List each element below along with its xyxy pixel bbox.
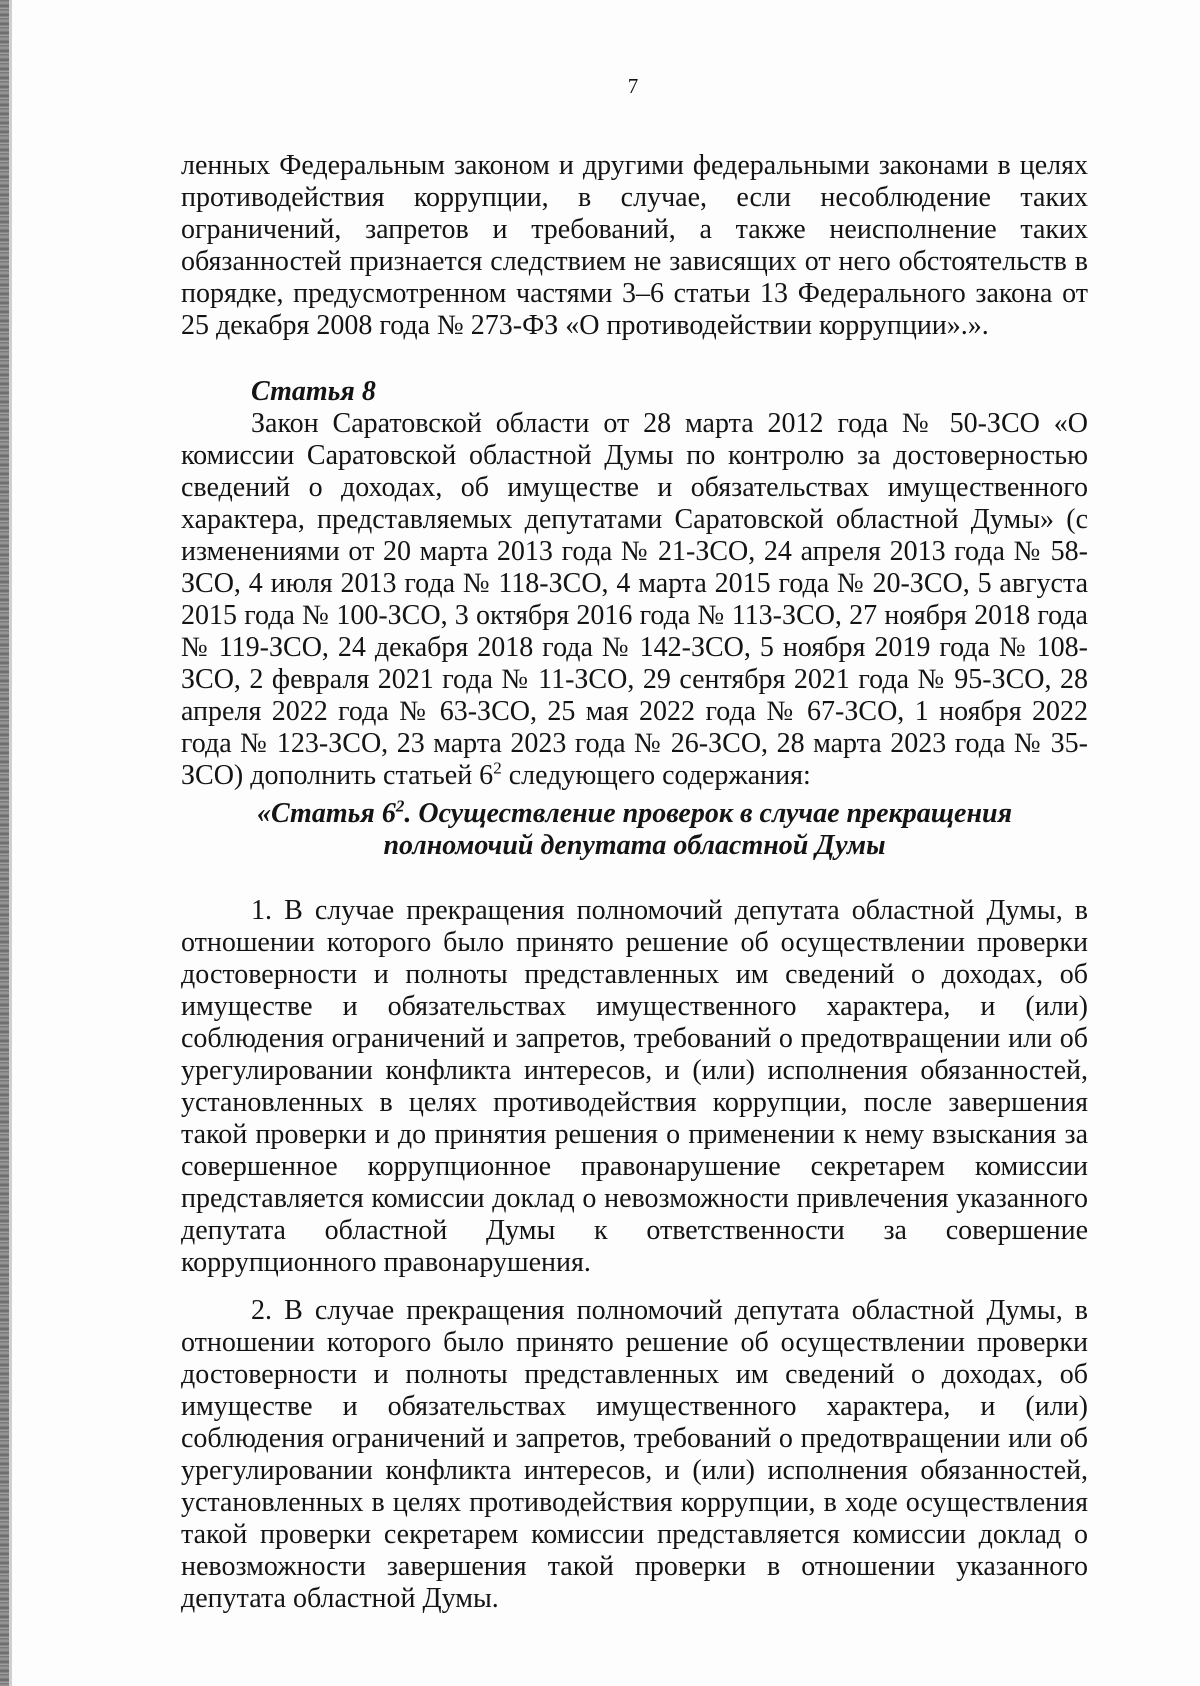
- new-article-title-rest: . Осуществление проверок в случае прекращения полномочий депутата областной Думы: [383, 798, 1013, 861]
- new-article-title-prefix: «Статья 6: [256, 798, 396, 829]
- page-number: 7: [627, 74, 639, 98]
- paragraph-2: 2. В случае прекращения полномочий депутата областной Думы, в отношении которого было принято решение об осуществлении проверки достоверности и полноты представленных им сведений о доходах, об имуществе и обязательствах имущественного характера, и (или) соблюдения ограничений и запретов, требований о предотвращении или об урегулировании конфликта интересов, и (или) исполнения обязанностей, установленных в целях противодействия коррупции, в ходе осуществления такой проверки секретарем комиссии представляется комиссии доклад о невозможности завершения такой проверки в отношении указанного депутата областной Думы.: [181, 1295, 1088, 1614]
- scan-edge-shadow: [9, 0, 12, 1686]
- article-text: [181, 408, 1088, 792]
- new-article-title: [181, 798, 1088, 862]
- scan-edge: [0, 0, 9, 1686]
- paragraph-1: 1. В случае прекращения полномочий депутата областной Думы, в отношении которого было принято решение об осуществлении проверки достоверности и полноты представленных им сведений о доходах, об имуществе и обязательствах имущественного характера, и (или) соблюдения ограничений и запретов, требований о предотвращении или об урегулировании конфликта интересов, и (или) исполнения обязанностей, установленных в целях противодействия коррупции, после завершения такой проверки и до принятия решения о применении к нему взыскания за совершенное коррупционное правонарушение секретарем комиссии представляется комиссии доклад о невозможности привлечения указанного депутата областной Думы к ответственности за совершение коррупционного правонарушения.: [181, 895, 1088, 1278]
- intro-paragraph: ленных Федеральным законом и другими федеральными законами в целях противодействия коррупции, в случае, если несоблюдение таких ограничений, запретов и требований, а также неисполнение таких обязанностей признается следствием не зависящих от него обстоятельств в порядке, предусмотренном частями 3–6 статьи 13 Федерального закона от 25 декабря 2008 года № 273-ФЗ «О противодействии коррупции».».: [181, 150, 1088, 341]
- article-text-main: Закон Саратовской области от 28 марта 2012 года № 50-ЗСО «О комиссии Саратовской областной Думы по контролю за достоверностью сведений о доходах, об имуществе и обязательствах имущественного характера, представляемых депутатами Саратовской областной Думы» (с изменениями от 20 марта 2013 года № 21-ЗСО, 24 апреля 2013 года № 58-ЗСО, 4 июля 2013 года № 118-ЗСО, 4 марта 2015 года № 20-ЗСО, 5 августа 2015 года № 100-ЗСО, 3 октября 2016 года № 113-ЗСО, 27 ноября 2018 года № 119-ЗСО, 24 декабря 2018 года № 142-ЗСО, 5 ноября 2019 года № 108-ЗСО, 2 февраля 2021 года № 11-ЗСО, 29 сентября 2021 года № 95-ЗСО, 28 апреля 2022 года № 63-ЗСО, 25 мая 2022 года № 67-ЗСО, 1 ноября 2022 года № 123-ЗСО, 23 марта 2023 года № 26-ЗСО, 28 марта 2023 года № 35-ЗСО) дополнить статьей 6: [181, 408, 1088, 791]
- article-text-superscript: 2: [493, 758, 502, 778]
- article-heading: Статья 8: [251, 376, 376, 407]
- article-text-ending: следующего содержания:: [501, 760, 811, 791]
- new-article-title-superscript: 2: [395, 796, 405, 816]
